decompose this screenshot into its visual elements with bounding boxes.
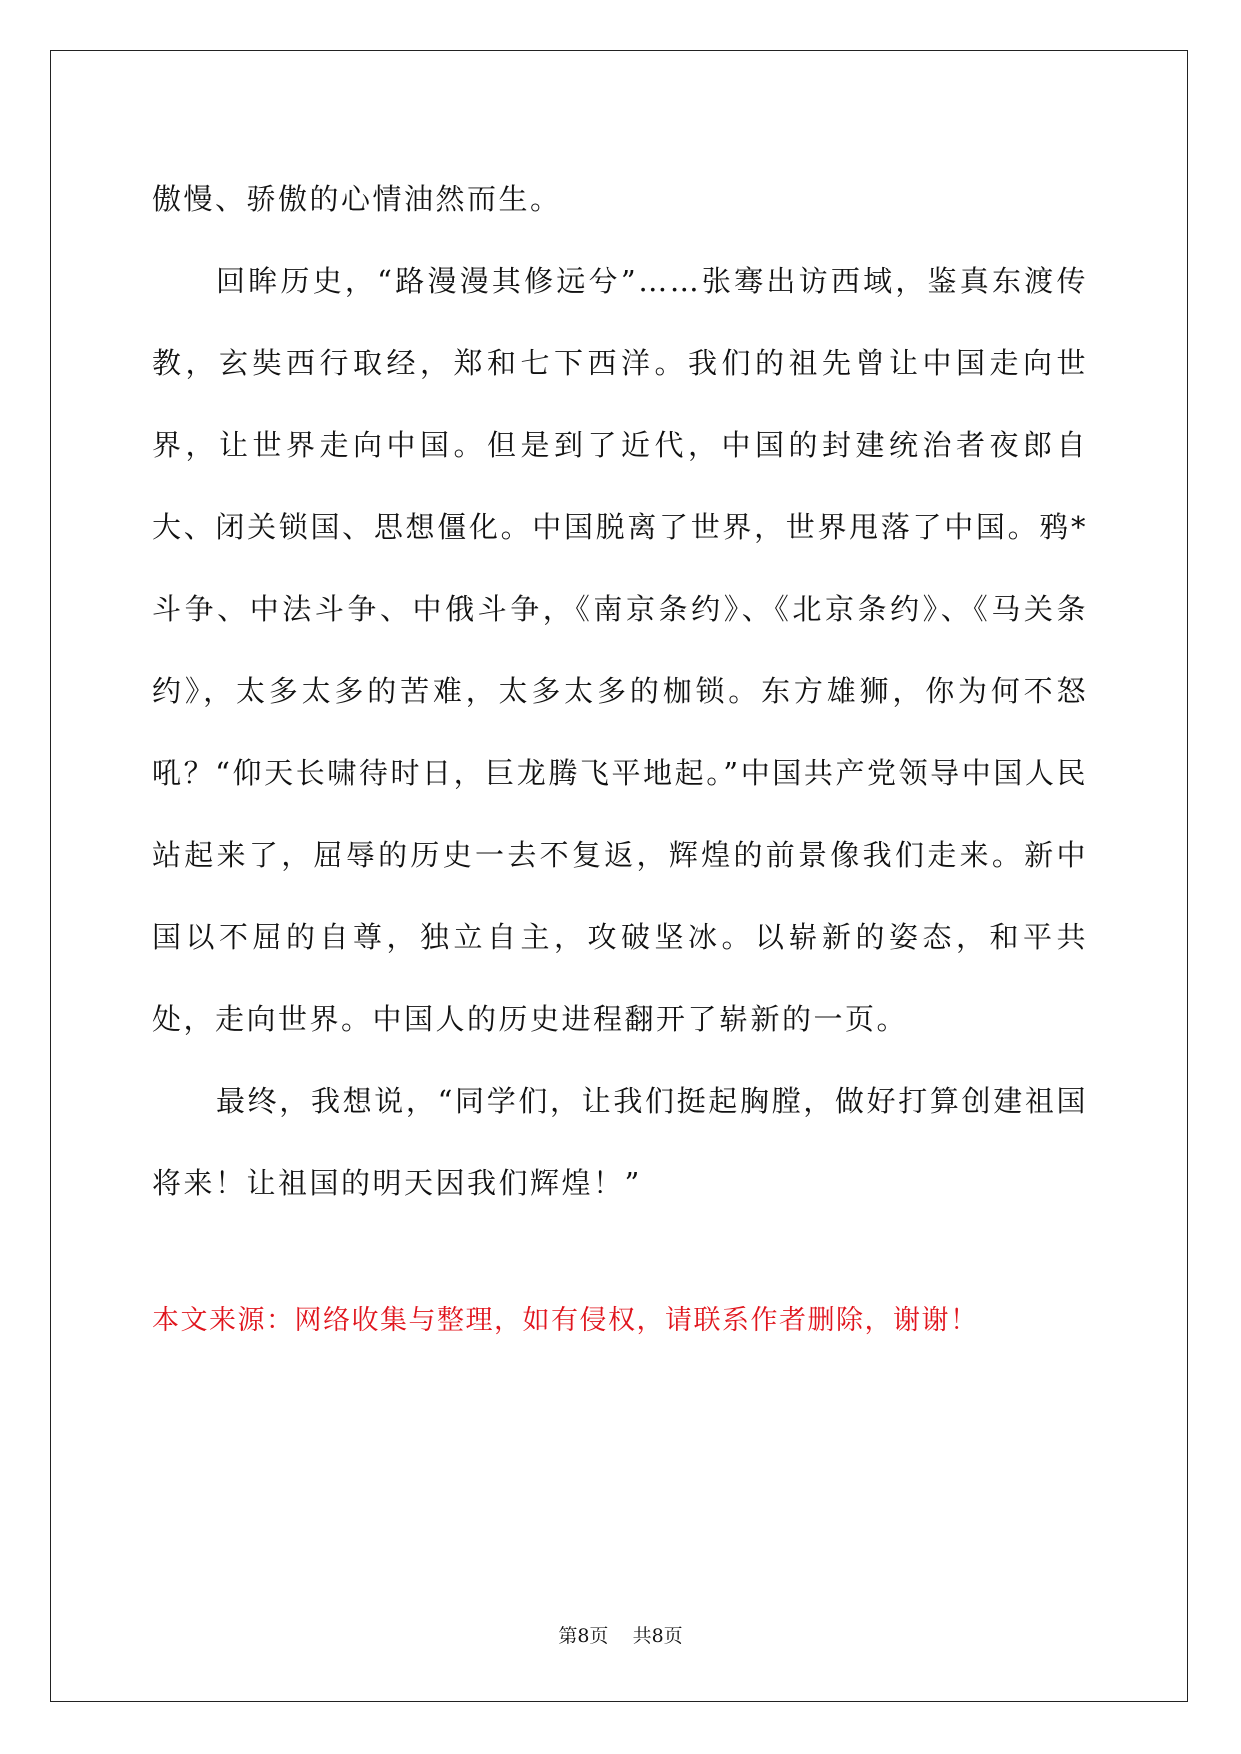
source-note: 本文来源：网络收集与整理，如有侵权，请联系作者删除，谢谢！ [152, 1305, 979, 1336]
page-number: 第8页 [558, 1625, 609, 1647]
page-footer [0, 1621, 1241, 1648]
paragraph-1: 傲慢、骄傲的心情油然而生。 [152, 182, 562, 216]
page-total: 共8页 [632, 1625, 683, 1647]
paragraph-3: 最终，我想说，“同学们，让我们挺起胸膛，做好打算创建祖国将来！让祖国的明天因我们辉煌！” [152, 1084, 1088, 1200]
paragraph-2: 回眸历史，“路漫漫其修远兮”……张骞出访西域，鉴真东渡传教，玄奘西行取经，郑和七下西洋。我们的祖先曾让中国走向世界，让世界走向中国。但是到了近代，中国的封建统治者夜郎自大、闭关锁国、思想僵化。中国脱离了世界，世界甩落了中国。鸦*斗争、中法斗争、中俄斗争，《南京条约》、《北京条约》、《马关条约》，太多太多的苦难，太多太多的枷锁。东方雄狮，你为何不怒吼？“仰天长啸待时日，巨龙腾飞平地起。”中国共产党领导中国人民站起来了，屈辱的历史一去不复返，辉煌的前景像我们走来。新中国以不屈的自尊，独立自主，攻破坚冰。以崭新的姿态，和平共处，走向世界。中国人的历史进程翻开了崭新的一页。 [152, 264, 1088, 1036]
document-body [152, 158, 1088, 1224]
